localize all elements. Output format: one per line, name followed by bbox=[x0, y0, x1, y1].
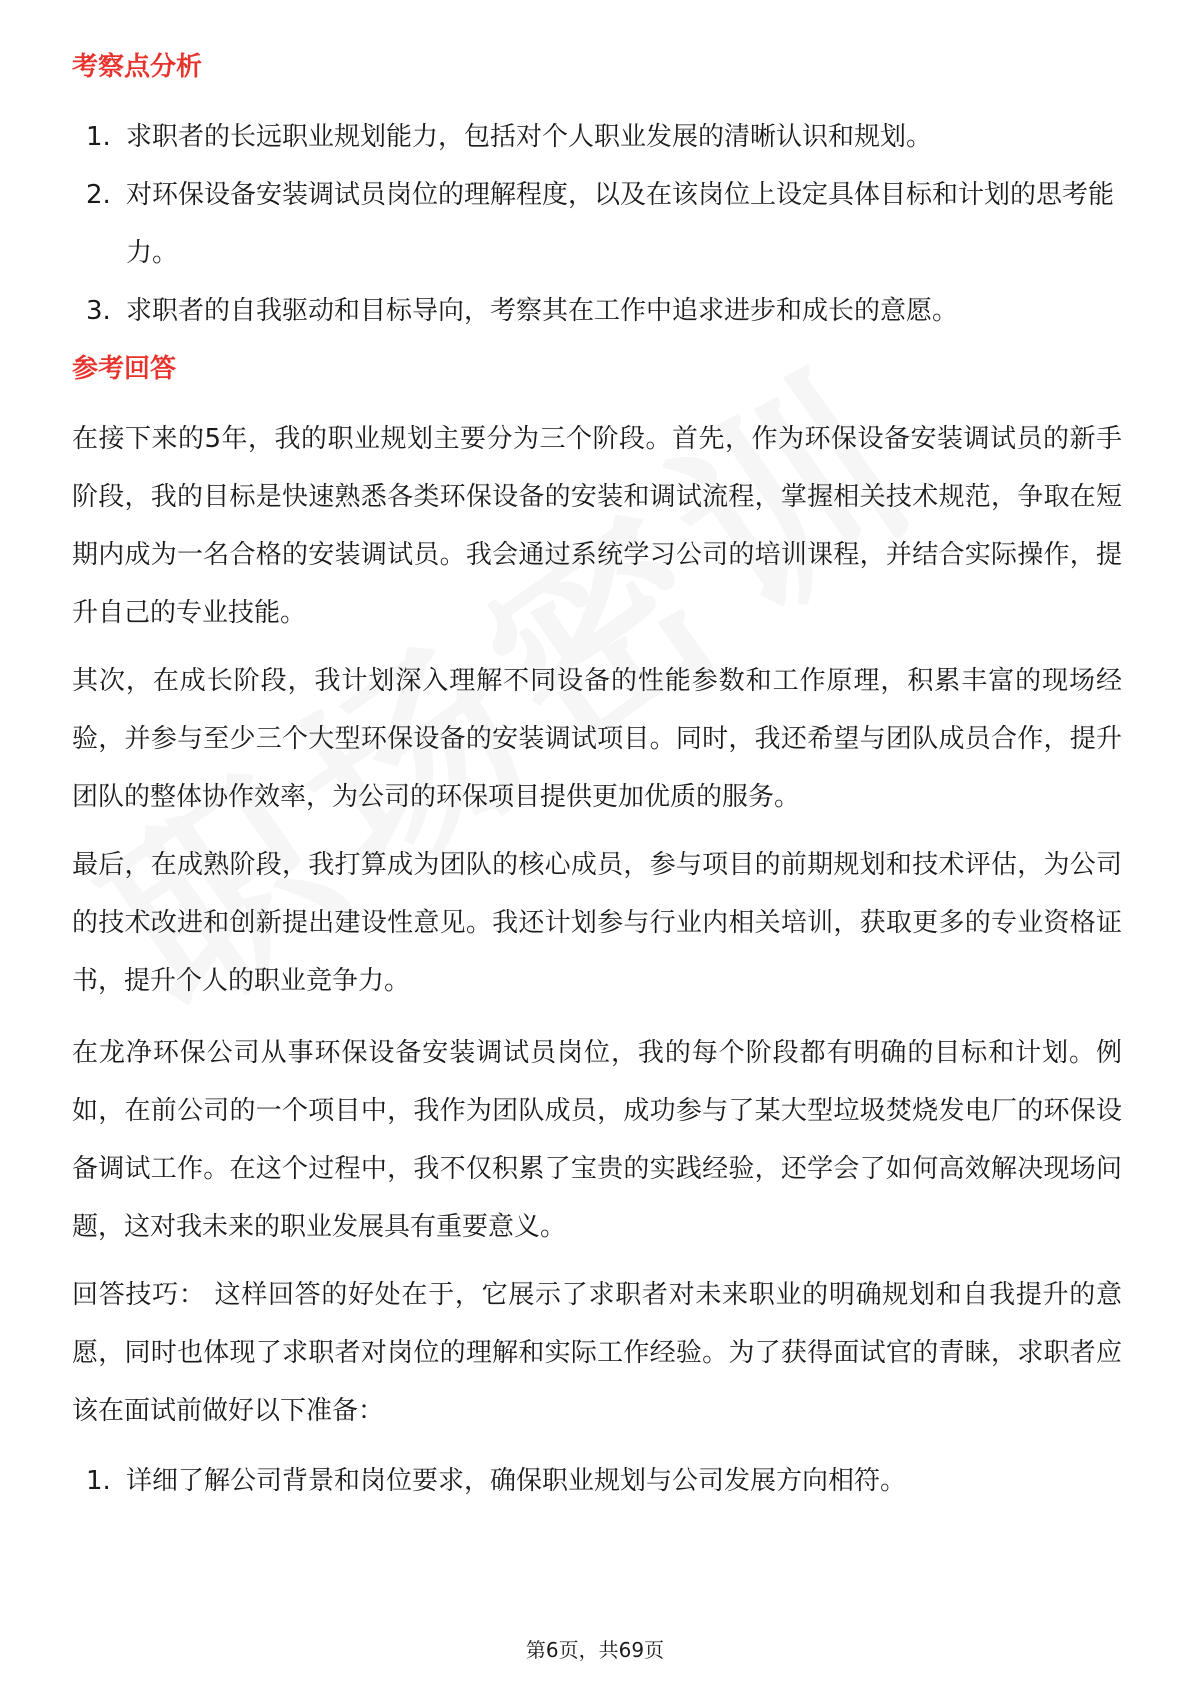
list-item-text: 详细了解公司背景和岗位要求，确保职业规划与公司发展方向相符。 bbox=[126, 1466, 907, 1496]
list-item-text: 对环保设备安装调试员岗位的理解程度，以及在该岗位上设定具体目标和计划的思考能力。 bbox=[126, 180, 1115, 268]
analysis-list bbox=[72, 108, 1122, 340]
list-item bbox=[72, 166, 1122, 282]
answer-paragraph-2: 其次，在成长阶段，我计划深入理解不同设备的性能参数和工作原理，积累丰富的现场经验，并参与至少三个大型环保设备的安装调试项目。同时，我还希望与团队成员合作，提升团队的整体协作效率，为公司的环保项目提供更加优质的服务。 bbox=[72, 666, 1122, 812]
analysis-heading: 考察点分析 bbox=[72, 52, 203, 82]
answer-heading: 参考回答 bbox=[72, 354, 177, 384]
list-item-number: 3. bbox=[86, 296, 111, 326]
list-item-number: 1. bbox=[86, 122, 111, 152]
page-number: 第6页，共69页 bbox=[525, 1638, 665, 1662]
list-item-text: 求职者的长远职业规划能力，包括对个人职业发展的清晰认识和规划。 bbox=[126, 122, 933, 152]
list-item-number: 2. bbox=[86, 180, 111, 210]
list-item bbox=[72, 1452, 1122, 1510]
answer-paragraph-3: 最后，在成熟阶段，我打算成为团队的核心成员，参与项目的前期规划和技术评估，为公司的技术改进和创新提出建设性意见。我还计划参与行业内相关培训，获取更多的专业资格证书，提升个人的职业竞争力。 bbox=[72, 850, 1122, 996]
list-item-text: 求职者的自我驱动和目标导向，考察其在工作中追求进步和成长的意愿。 bbox=[126, 296, 959, 326]
answer-tips-paragraph: 回答技巧： 这样回答的好处在于，它展示了求职者对未来职业的明确规划和自我提升的意愿，同时也体现了求职者对岗位的理解和实际工作经验。为了获得面试官的青睐，求职者应该在面试前做好以下准备： bbox=[72, 1280, 1122, 1426]
list-item bbox=[72, 282, 1122, 340]
list-item-number: 1. bbox=[86, 1466, 111, 1496]
answer-paragraph-4: 在龙净环保公司从事环保设备安装调试员岗位，我的每个阶段都有明确的目标和计划。例如，在前公司的一个项目中，我作为团队成员，成功参与了某大型垃圾焚烧发电厂的环保设备调试工作。在这个过程中，我不仅积累了宝贵的实践经验，还学会了如何高效解决现场问题，这对我未来的职业发展具有重要意义。 bbox=[72, 1038, 1122, 1242]
list-item bbox=[72, 108, 1122, 166]
answer-paragraph-1: 在接下来的5年，我的职业规划主要分为三个阶段。首先，作为环保设备安装调试员的新手阶段，我的目标是快速熟悉各类环保设备的安装和调试流程，掌握相关技术规范，争取在短期内成为一名合格的安装调试员。我会通过系统学习公司的培训课程，并结合实际操作，提升自己的专业技能。 bbox=[72, 424, 1122, 628]
tips-list bbox=[72, 1452, 1122, 1510]
